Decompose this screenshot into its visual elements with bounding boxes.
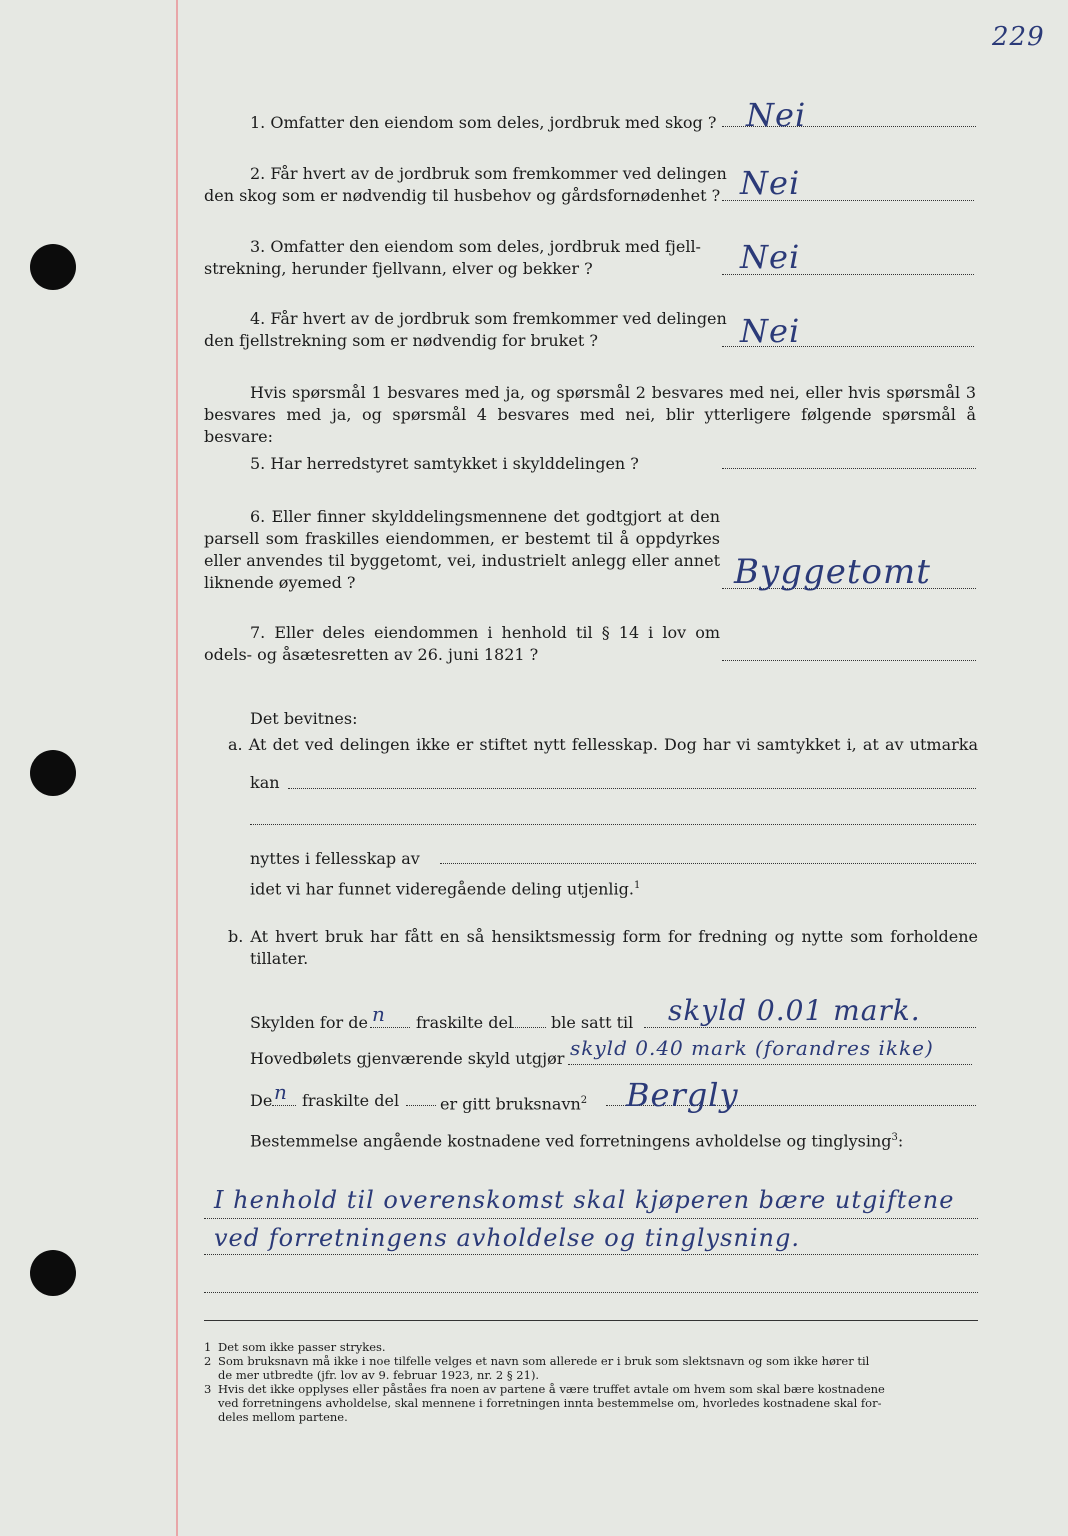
question-6-line-4: liknende øyemed ?	[204, 573, 356, 592]
question-3-line-1: 3. Omfatter den eiendom som deles, jordbruk med fjell-	[250, 237, 701, 256]
conditional-text-line-2: besvares med ja, og spørsmål 4 besvares med nei, blir ytterligere følgende spørsmål å besvare:	[204, 405, 976, 446]
question-1: 1. Omfatter den eiendom som deles, jordbruk med skog ?	[250, 113, 717, 132]
bestemmelse-text-1: I henhold til overenskomst skal kjøperen bære utgiftene	[214, 1186, 955, 1214]
skyld-label-skylden-for: Skylden for de	[250, 1013, 368, 1032]
question-2-line-1: 2. Får hvert av de jordbruk som fremkommer ved delingen	[250, 164, 727, 183]
witness-heading: Det bevitnes:	[250, 709, 358, 728]
skyld-label-ble-satt: ble satt til	[551, 1013, 634, 1032]
bestemmelse-line-3	[204, 1292, 978, 1293]
hovedbolet-value: skyld 0.40 mark (forandres ikke)	[570, 1036, 934, 1060]
skyld-den-line	[272, 1105, 296, 1106]
skyld-value: skyld 0.01 mark.	[668, 994, 921, 1027]
bestemmelse-line-2	[204, 1254, 978, 1255]
question-7-line-2: odels- og åsætesretten av 26. juni 1821 ?	[204, 645, 539, 664]
footnote-mark-2: 2	[580, 1095, 588, 1106]
witness-a-idet	[250, 875, 640, 900]
punch-hole-middle	[30, 750, 76, 796]
footnote-separator	[204, 1320, 978, 1321]
margin-line	[176, 0, 178, 1536]
witness-a-nyttes-line	[440, 863, 976, 864]
conditional-text-line-1: Hvis spørsmål 1 besvares med ja, og spørsmål 2 besvares med nei, eller hvis spørsmål 3	[250, 383, 976, 402]
skyld-label-bestemmelse-text: Bestemmelse angående kostnadene ved forretningens avholdelse og tinglysing	[250, 1131, 892, 1151]
witness-a-line-1: a. At det ved delingen ikke er stiftet nytt fellesskap. Dog har vi samtykket i, at av utmarka	[228, 735, 978, 754]
witness-b-line-1: b. At hvert bruk har fått en så hensiktsmessig form for fredning og nytte som forholdene	[228, 927, 978, 946]
footnote-3-line-1: Hvis det ikke opplyses eller påståes fra noen av partene å være truffet avtale om hvem som skal bære kostnadene	[218, 1382, 885, 1396]
skyld-value-line	[644, 1027, 976, 1028]
page-number: 229	[992, 22, 1045, 52]
answer-line-7	[722, 660, 976, 661]
footnote-3-number: 3	[204, 1382, 212, 1396]
answer-2: Nei	[740, 164, 801, 202]
footnote-3-line-2: ved forretningens avholdelse, skal mennene i forretningen innta bestemmelse om, hvorledes kostnadene skal for-	[218, 1396, 882, 1410]
question-6-line-1: 6. Eller finner skylddelingsmennene det godtgjort at den	[250, 507, 720, 526]
answer-6: Byggetomt	[734, 552, 931, 592]
answer-line-5	[722, 468, 976, 469]
skyld-label-den: De	[250, 1091, 273, 1110]
skyld-den-suffix: n	[274, 1080, 288, 1104]
footnote-1-number: 1	[204, 1340, 212, 1354]
bestemmelse-line-1	[204, 1218, 978, 1219]
witness-a-kan: kan	[250, 773, 280, 792]
hovedbolet-value-line	[568, 1064, 972, 1065]
skyld-de-line	[370, 1027, 410, 1028]
footnote-mark-3: 3	[891, 1132, 898, 1143]
skyld-fraskilte-line	[512, 1027, 546, 1028]
footnote-1: Det som ikke passer strykes.	[218, 1340, 386, 1354]
answer-4: Nei	[740, 312, 801, 350]
answer-1: Nei	[746, 96, 807, 134]
footnote-mark-1: 1	[633, 880, 641, 891]
bruksnavn-value: Bergly	[626, 1076, 739, 1114]
punch-hole-bottom	[30, 1250, 76, 1296]
bestemmelse-text-2: ved forretningens avholdelse og tinglysning.	[214, 1224, 800, 1252]
punch-hole-top	[30, 244, 76, 290]
footnote-2-number: 2	[204, 1354, 212, 1368]
witness-a-kan-line	[288, 788, 976, 789]
skyld-label-fraskilte-2: fraskilte del	[302, 1091, 400, 1110]
witness-a-idet-text: idet vi har funnet videregående deling utjenlig.	[250, 879, 634, 899]
question-3-line-2: strekning, herunder fjellvann, elver og bekker ?	[204, 259, 593, 278]
skyld-label-hovedbolet: Hovedbølets gjenværende skyld utgjør	[250, 1049, 565, 1068]
footnote-2-line-1: Som bruksnavn må ikke i noe tilfelle velges et navn som allerede er i bruk som slektsnavn og som ikke hører til	[218, 1354, 870, 1368]
skyld-label-bruksnavn-text: er gitt bruksnavn	[440, 1094, 581, 1114]
skyld-fraskilte-2-line	[406, 1105, 436, 1106]
question-4-line-1: 4. Får hvert av de jordbruk som fremkommer ved delingen	[250, 309, 727, 328]
question-7-line-1: 7. Eller deles eiendommen i henhold til § 14 i lov om	[250, 623, 720, 642]
footnote-3-line-3: deles mellom partene.	[218, 1410, 348, 1424]
question-2-line-2: den skog som er nødvendig til husbehov og gårdsfornødenhet ?	[204, 186, 721, 205]
footnote-2-line-2: de mer utbredte (jfr. lov av 9. februar 1923, nr. 2 § 21).	[218, 1368, 540, 1382]
answer-3: Nei	[740, 238, 801, 276]
question-6-line-3: eller anvendes til byggetomt, vei, industrielt anlegg eller annet	[204, 551, 720, 570]
skyld-label-bestemmelse: Bestemmelse angående kostnadene ved forretningens avholdelse og tinglysing$^3$:	[250, 1131, 904, 1151]
skyld-label-bruksnavn	[440, 1090, 587, 1115]
question-6-line-2: parsell som fraskilles eiendommen, er bestemt til å oppdyrkes	[204, 529, 720, 548]
skyld-de-suffix: n	[372, 1002, 386, 1026]
skyld-label-fraskilte: fraskilte del	[416, 1013, 514, 1032]
witness-b-line-2: tillater.	[250, 949, 309, 968]
witness-a-blank-line	[250, 824, 976, 825]
question-5: 5. Har herredstyret samtykket i skylddelingen ?	[250, 454, 639, 473]
question-4-line-2: den fjellstrekning som er nødvendig for bruket ?	[204, 331, 598, 350]
witness-a-nyttes: nyttes i fellesskap av	[250, 849, 420, 868]
